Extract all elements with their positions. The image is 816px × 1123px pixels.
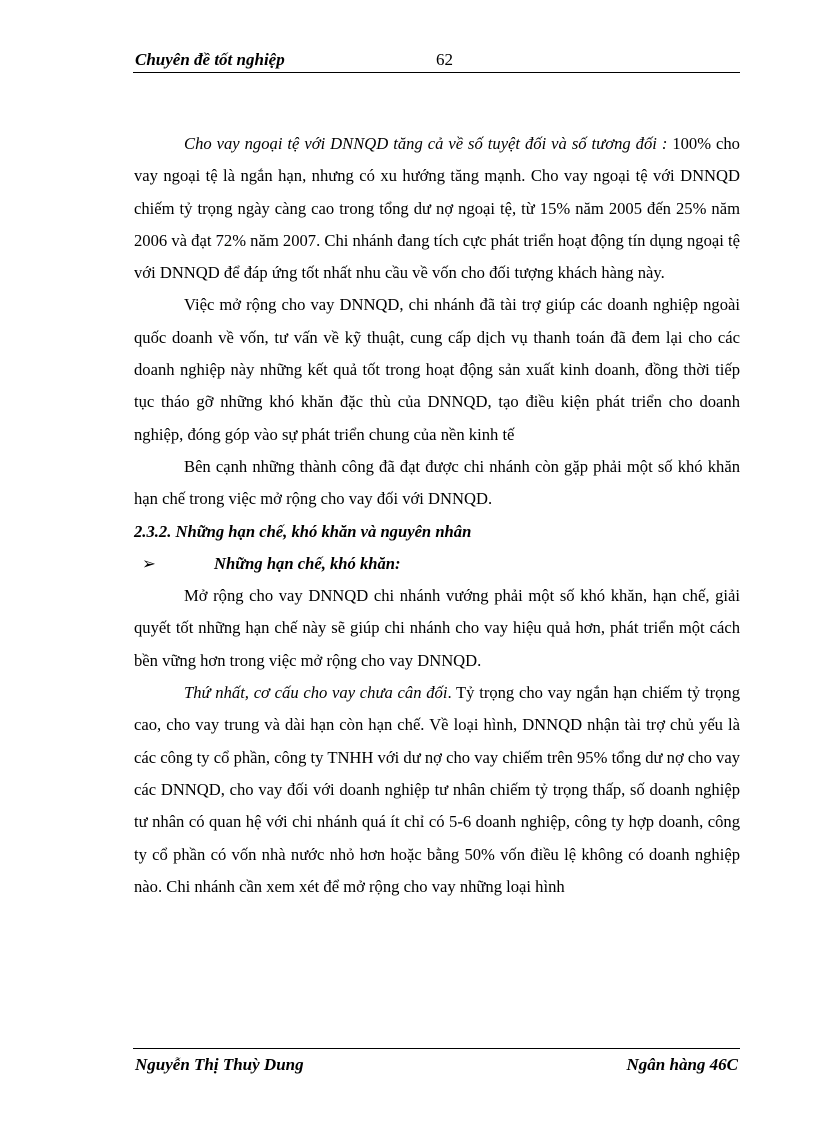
author-name: Nguyễn Thị Thuỳ Dung	[135, 1055, 304, 1074]
paragraph-text: . Tỷ trọng cho vay ngắn hạn chiếm tỷ trọng cao, cho vay trung và dài hạn còn hạn chế. Về loại hình, DNNQD nhận tài trợ chủ yếu là các công ty cổ phần, công ty TNHH với dư nợ cho vay chiếm trên 95% tổng dư nợ cho vay các DNNQD, cho vay đối với doanh nghiệp tư nhân chiếm tỷ trọng thấp, số doanh nghiệp tư nhân có quan hệ với chi nhánh quá ít chỉ có 5-6 doanh nghiệp, công ty hợp doanh, công ty cổ phần có vốn nhà nước nhỏ hơn hoặc bằng 50% vốn điều lệ không có doanh nghiệp nào. Chi nhánh cần xem xét để mở rộng cho vay những loại hình	[134, 683, 740, 896]
subsection-heading: Những hạn chế, khó khăn:	[214, 553, 401, 573]
paragraph-expansion-benefits: Việc mở rộng cho vay DNNQD, chi nhánh đã tài trợ giúp các doanh nghiệp ngoài quốc doanh về vốn, tư vấn về kỹ thuật, cung cấp dịch vụ thanh toán đã đem lại cho các doanh nghiệp này những kết quả tốt trong hoạt động sản xuất kinh doanh, đồng thời tiếp tục tháo gỡ những khó khăn đặc thù của DNNQD, tạo điều kiện phát triển cho doanh nghiệp, đóng góp vào sự phát triển chung của nền kinh tế	[134, 295, 740, 444]
class-name: Ngân hàng 46C	[626, 1055, 738, 1074]
paragraph-foreign-currency-loans	[134, 128, 740, 289]
paragraph-lead-italic: Cho vay ngoại tệ với DNNQD tăng cả về số tuyệt đối và số tương đối :	[184, 134, 668, 153]
paragraph-limitations-overview: Mở rộng cho vay DNNQD chi nhánh vướng phải một số khó khăn, hạn chế, giải quyết tốt những hạn chế này sẽ giúp chi nhánh cho vay hiệu quả hơn, phát triển một cách bền vững hơn trong việc mở rộng cho vay DNNQD.	[134, 586, 740, 670]
paragraph-difficulties-intro: Bên cạnh những thành công đã đạt được chi nhánh còn gặp phải một số khó khăn hạn chế trong việc mở rộng cho vay đối với DNNQD.	[134, 456, 740, 509]
page-header	[133, 48, 740, 73]
bullet-heading-line	[134, 548, 740, 580]
paragraph-lead-italic: Thứ nhất, cơ cấu cho vay chưa cân đối	[184, 683, 448, 703]
section-heading: 2.3.2. Những hạn chế, khó khăn và nguyên nhân	[134, 521, 472, 541]
page-body	[134, 128, 740, 903]
page-number: 62	[436, 50, 453, 69]
arrow-bullet-icon: ➢	[142, 553, 156, 573]
paragraph-text: 100% cho vay ngoại tệ là ngắn hạn, nhưng có xu hướng tăng mạnh. Cho vay ngoại tệ với DNNQD chiếm tỷ trọng ngày càng cao trong tổng dư nợ ngoại tệ, từ 15% năm 2005 đến 25% năm 2006 và đạt 72% năm 2007. Chi nhánh đang tích cực phát triển hoạt động tín dụng ngoại tệ với DNNQD để đáp ứng tốt nhất nhu cầu về vốn cho đối tượng khách hàng này.	[134, 134, 740, 283]
document-title: Chuyên đề tốt nghiệp	[135, 50, 285, 69]
page-footer	[133, 1048, 740, 1085]
paragraph-first-limitation	[134, 677, 740, 903]
